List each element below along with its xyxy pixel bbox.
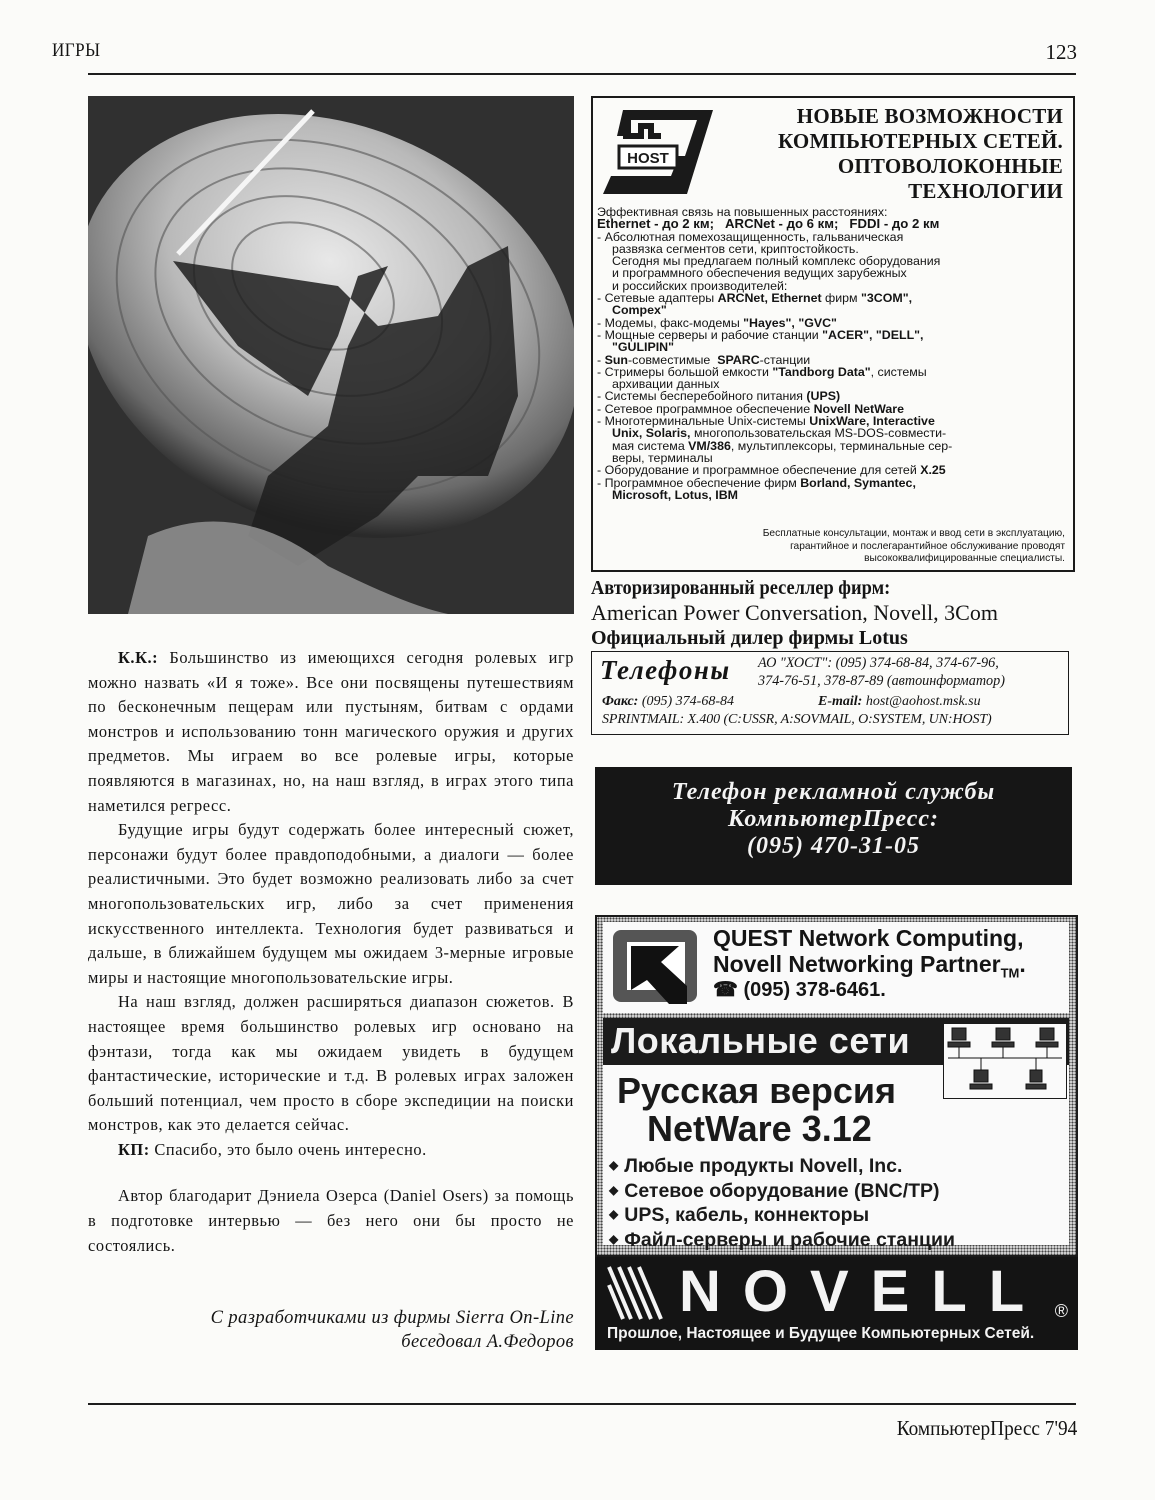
speaker-label: К.К.: [118, 648, 159, 667]
phone-numbers: 374-76-51, 378-87-89 (автоинформатор) [758, 673, 1005, 689]
article-paragraph: На наш взгляд, должен расширяться диапазон сюжетов. В настоящее время большинство ролевых игр основано на фэнтази, тогда как мы ожидаем увидеть в будущем фантастические, исторические и т.д. В ролевых играх заложен больший потенциал, чем просто в сборе экспедиции на поиски монстров, как это делается сейчас. [88, 992, 574, 1135]
product-item: - Сетевое программное обеспечение Novell NetWare [597, 401, 904, 416]
quest-advertisement [595, 915, 1078, 1257]
product-item: - Модемы, факс-модемы "Hayes", "GVC" [597, 315, 837, 330]
ad-service-banner: Телефон рекламной службы КомпьютерПресс: (095) 470-31-05 [595, 767, 1072, 885]
phones-box [591, 651, 1069, 735]
product-item: - Сетевые адаптеры ARCNet, Ethernet фирм "3COM", [597, 291, 913, 306]
running-header-section: ИГРЫ [52, 40, 101, 61]
quest-bullet-list [609, 1154, 955, 1252]
phone-numbers: АО "ХОСТ": (095) 374-68-84, 374-67-96, [758, 655, 999, 671]
list-item: ◆ UPS, кабель, коннекторы [609, 1204, 870, 1226]
list-item: ◆ Сетевое оборудование (BNC/TP) [609, 1179, 940, 1202]
host-ad-body: Эффективная связь на повышенных расстояниях: Ethernet - до 2 км; ARCNet - до 6 км; FDDI - до 2 км - Абсолютная помехозащищенность, гальваническая развязка сегментов сети, криптостойкость. Сегодня мы предлагаем полный комплекс оборудования и программного обеспечения ведущих зарубежных и российских производителей: - Сетевые адаптеры ARCNet, Ethernet фирм "3COM", Compex" - Модемы, факс-модемы "Hayes", "GVC" - Мощные серверы и рабочие станции "ACER", "DELL", "GULIPIN" - Sun-совместимые SPARC-станции - Стримеры большой емкости "Tandborg Data", системы архивации данных - Системы бесперебойного питания (UPS) - Сетевое программное обеспечение Novell NetWare - Многотерминальные Unix-системы UnixWare, Interactive Unix, Solaris, многопользовательская MS-DOS-совмести- мая система VM/386, мультиплексоры, терминальные сер- веры, терминалы - Оборудование и программное обеспечение для сетей X.25 - Программное обеспечение фирм Borland, Symantec, Microsoft, Lotus, IBM [597, 206, 1067, 501]
host-ad-headline: НОВЫЕ ВОЗМОЖНОСТИ КОМПЬЮТЕРНЫХ СЕТЕЙ. ОПТОВОЛОКОННЫЕ ТЕХНОЛОГИИ [778, 104, 1063, 203]
product-item: - Системы бесперебойного питания (UPS) [597, 389, 841, 404]
novell-slogan: Прошлое, Настоящее и Будущее Компьютерных Сетей. [607, 1325, 1035, 1342]
article-paragraph: КП: Спасибо, это было очень интересно. [118, 1139, 427, 1159]
fantasy-illustration [88, 96, 574, 614]
acknowledgement: Автор благодарит Дэниела Озерса (Daniel Osers) за помощь в подготовке интервью — без него они бы просто не состоялись. [88, 1186, 574, 1255]
page-number: 123 [1045, 40, 1077, 64]
product-item: - Многотерминальные Unix-системы UnixWare, Interactive [597, 414, 935, 429]
network-diagram-icon [943, 1023, 1067, 1099]
quest-header [603, 922, 1069, 1013]
article-paragraph: К.К.: Большинство из имеющихся сегодня ролевых игр можно назвать «И я тоже». Все они посвящены путешествиям по бесконечным пещерам или пустыням, битвам с ордами монстров и использованию тонн магического оружия и других предметов. Мы играем во все ролевые игры, которые появляются в магазинах, но, на наш взгляд, в играх этого типа наметился регресс. [88, 648, 574, 815]
product-item: - Стримеры большой емкости "Tandborg Data", системы [597, 364, 927, 379]
russian-version-title: Русская версия [617, 1070, 897, 1111]
warrior-vortex-image [88, 96, 574, 614]
novell-stripes-logo-icon [607, 1265, 665, 1321]
dealer-line: Официальный дилер фирмы Lotus [591, 627, 908, 649]
email-address: E-mail: host@aohost.msk.su [818, 694, 981, 709]
article-paragraph: Будущие игры будут содержать более интересный сюжет, персонажи будут более правдоподобными, а диалоги — более реалистичными. Это будет возможно реализовать либо за счет многопользовательских игр, либо за счет применения искусственного интеллекта. Технология будет развиваться и дальше, в ближайшем будущем мы ожидаем 3-мерные игровые миры и настоящие многопользовательские игры. [88, 820, 574, 987]
phone-icon: ☎ [713, 979, 738, 1001]
fax-number: Факс: (095) 374-68-84 [602, 694, 734, 709]
reseller-title: Авторизированный реселлер фирм: [591, 577, 891, 599]
host-service-note: Бесплатные консультации, монтаж и ввод сети в эксплуатацию, гарантийное и послегарантийное обслуживание проводят высококвалифицированные специалисты. [762, 528, 1065, 565]
distance-specs: Ethernet - до 2 км; ARCNet - до 6 км; FDDI - до 2 км [597, 216, 940, 232]
phones-label: Телефоны [600, 655, 731, 685]
footer-publication: КомпьютерПресс 7'94 [896, 1416, 1077, 1440]
quest-partner: Novell Networking Partner$_{TM}$. [713, 951, 1026, 981]
host-logo-icon [601, 106, 715, 198]
host-advertisement [591, 96, 1075, 572]
quest-phone: ☎ (095) 378-6461. [713, 979, 886, 1001]
list-item: ◆ Файл-серверы и рабочие станции [609, 1228, 955, 1251]
svg-text:HOST: HOST [627, 150, 669, 167]
product-item: - Мощные серверы и рабочие станции "ACER", "DELL", [597, 327, 924, 342]
article-body [88, 646, 574, 1258]
quest-logo-icon [611, 928, 701, 1006]
article-signature: С разработчиками из фирмы Sierra On-Line беседовал А.Федоров [210, 1308, 574, 1352]
registered-mark: ® [1054, 1301, 1068, 1321]
header-rule [88, 73, 1076, 75]
list-item: ◆ Любые продукты Novell, Inc. [609, 1155, 903, 1177]
novell-wordmark: NOVELL [679, 1259, 1047, 1324]
product-item: - Программное обеспечение фирм Borland, Symantec, [597, 475, 916, 490]
netware-version: NetWare 3.12 [647, 1108, 872, 1149]
reseller-block [591, 576, 1075, 651]
quest-name: QUEST Network Computing, [713, 925, 1024, 951]
lan-title: Локальные сети [611, 1020, 911, 1061]
reseller-firms: American Power Conversation, Novell, 3Com [591, 600, 998, 625]
novell-banner [595, 1257, 1078, 1350]
footer-rule [88, 1403, 1076, 1405]
speaker-label: КП: [118, 1139, 150, 1159]
product-item: - Sun-совместимые SPARC-станции [597, 352, 811, 367]
sprintmail-address: SPRINTMAIL: X.400 (C:USSR, A:SOVMAIL, O:SYSTEM, UN:HOST) [602, 712, 992, 727]
product-item: - Оборудование и программное обеспечение для сетей X.25 [597, 463, 946, 478]
